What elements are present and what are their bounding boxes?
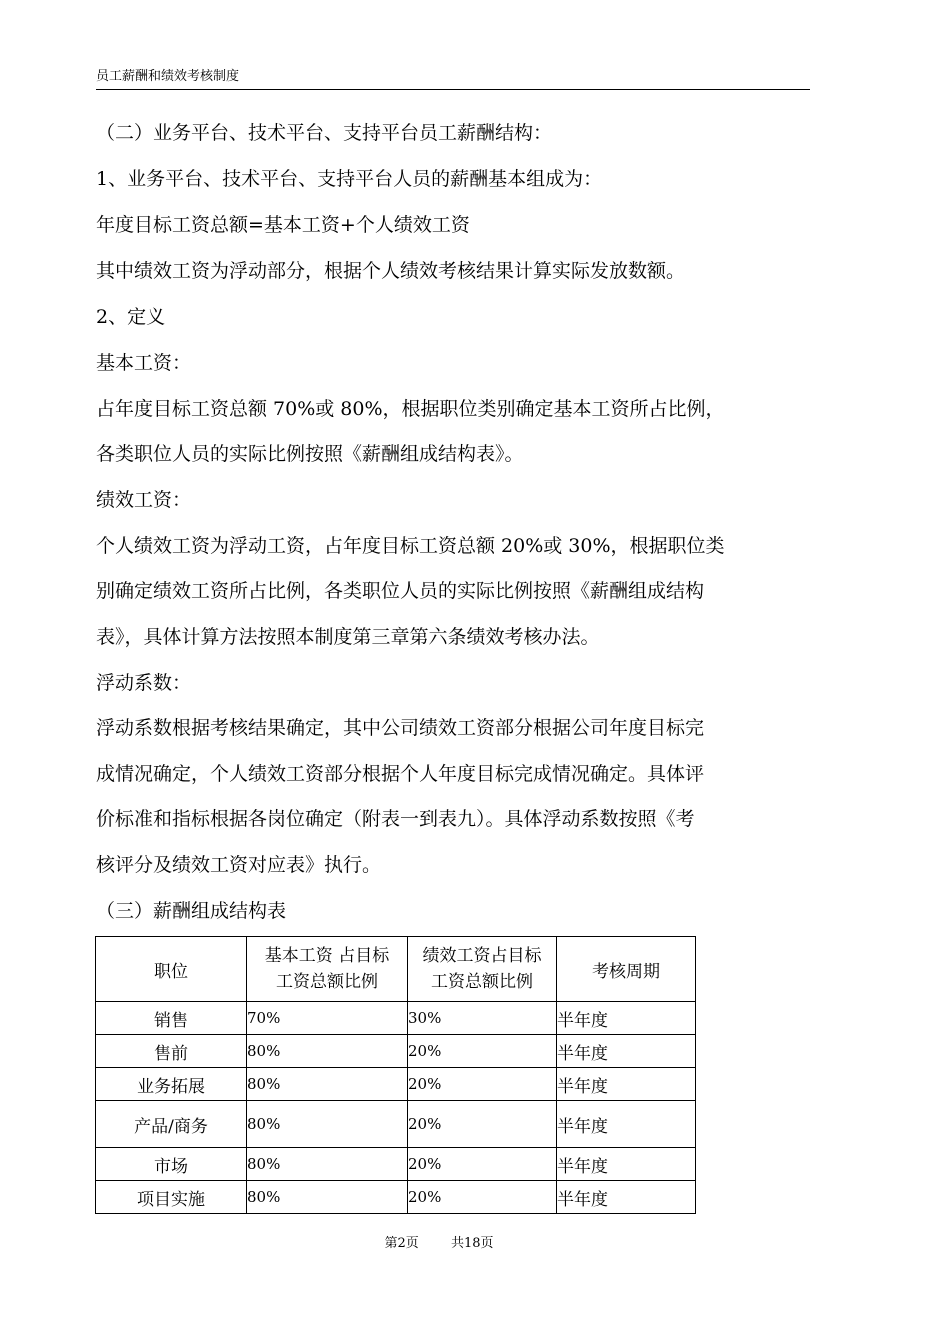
paragraph-line: 别确定绩效工资所占比例，各类职位人员的实际比例按照《薪酬组成结构 xyxy=(96,580,705,602)
cell-perf: 20% xyxy=(408,1148,557,1181)
paragraph-line: 绩效工资： xyxy=(96,489,192,511)
cell-perf: 20% xyxy=(408,1101,557,1148)
cell-base: 80% xyxy=(247,1101,408,1148)
cell-period: 半年度 xyxy=(557,1101,696,1148)
paragraph-line: 2、定义 xyxy=(96,306,166,328)
header-perf-ratio-line2: 工资总额比例 xyxy=(431,972,533,992)
cell-perf: 30% xyxy=(408,1002,557,1035)
paragraph-line: 表》，具体计算方法按照本制度第三章第六条绩效考核办法。 xyxy=(96,626,600,648)
cell-position: 售前 xyxy=(96,1035,247,1068)
cell-perf: 20% xyxy=(408,1181,557,1214)
cell-position: 项目实施 xyxy=(96,1181,247,1214)
paragraph-line: 各类职位人员的实际比例按照《薪酬组成结构表》。 xyxy=(96,443,524,465)
cell-period: 半年度 xyxy=(557,1035,696,1068)
document-header xyxy=(96,68,810,90)
paragraph-line: 其中绩效工资为浮动部分，根据个人绩效考核结果计算实际发放数额。 xyxy=(96,260,686,282)
header-base-ratio-line1: 基本工资 占目标 xyxy=(264,946,390,966)
page-footer xyxy=(0,1232,878,1251)
cell-base: 80% xyxy=(247,1181,408,1214)
paragraph-line: 1、业务平台、技术平台、支持平台人员的薪酬基本组成为： xyxy=(96,168,603,190)
table-row xyxy=(96,1148,696,1181)
cell-period: 半年度 xyxy=(557,1068,696,1101)
table-row xyxy=(96,1181,696,1214)
salary-structure-table xyxy=(95,936,696,1214)
section-heading: （二）业务平台、技术平台、支持平台员工薪酬结构： xyxy=(96,122,553,144)
cell-position: 销售 xyxy=(96,1002,247,1035)
header-base-ratio xyxy=(247,937,408,1002)
cell-base: 70% xyxy=(247,1002,408,1035)
cell-position: 业务拓展 xyxy=(96,1068,247,1101)
paragraph-line: 成情况确定，个人绩效工资部分根据个人年度目标完成情况确定。具体评 xyxy=(96,763,705,785)
cell-position: 市场 xyxy=(96,1148,247,1181)
cell-base: 80% xyxy=(247,1035,408,1068)
cell-position: 产品/商务 xyxy=(96,1101,247,1148)
page-total: 共18页 xyxy=(450,1236,494,1251)
table-row xyxy=(96,1002,696,1035)
table-row xyxy=(96,1101,696,1148)
cell-period: 半年度 xyxy=(557,1002,696,1035)
header-position: 职位 xyxy=(96,937,247,1002)
page-number: 第2页 xyxy=(384,1236,419,1251)
paragraph-line: 价标准和指标根据各岗位确定（附表一到表九）。具体浮动系数按照《考 xyxy=(96,808,695,830)
paragraph-line: 占年度目标工资总额 70%或 80%，根据职位类别确定基本工资所占比例， xyxy=(96,398,725,420)
cell-base: 80% xyxy=(247,1148,408,1181)
paragraph-line: 浮动系数： xyxy=(96,672,192,694)
header-base-ratio-line2: 工资总额比例 xyxy=(276,972,378,992)
cell-period: 半年度 xyxy=(557,1181,696,1214)
paragraph-line: 核评分及绩效工资对应表》执行。 xyxy=(96,854,382,876)
paragraph-line: 浮动系数根据考核结果确定，其中公司绩效工资部分根据公司年度目标完 xyxy=(96,717,705,739)
cell-period: 半年度 xyxy=(557,1148,696,1181)
paragraph-line: 个人绩效工资为浮动工资，占年度目标工资总额 20%或 30%，根据职位类 xyxy=(96,535,725,557)
cell-perf: 20% xyxy=(408,1068,557,1101)
paragraph-line: 年度目标工资总额=基本工资+个人绩效工资 xyxy=(96,214,470,236)
cell-perf: 20% xyxy=(408,1035,557,1068)
table-row xyxy=(96,1035,696,1068)
cell-base: 80% xyxy=(247,1068,408,1101)
header-period: 考核周期 xyxy=(557,937,696,1002)
header-perf-ratio-line1: 绩效工资占目标 xyxy=(422,946,542,966)
header-title: 员工薪酬和绩效考核制度 xyxy=(96,69,240,84)
section-heading: （三）薪酬组成结构表 xyxy=(96,900,287,922)
paragraph-line: 基本工资： xyxy=(96,352,192,374)
table-header-row xyxy=(96,937,696,1002)
table-row xyxy=(96,1068,696,1101)
header-perf-ratio xyxy=(408,937,557,1002)
